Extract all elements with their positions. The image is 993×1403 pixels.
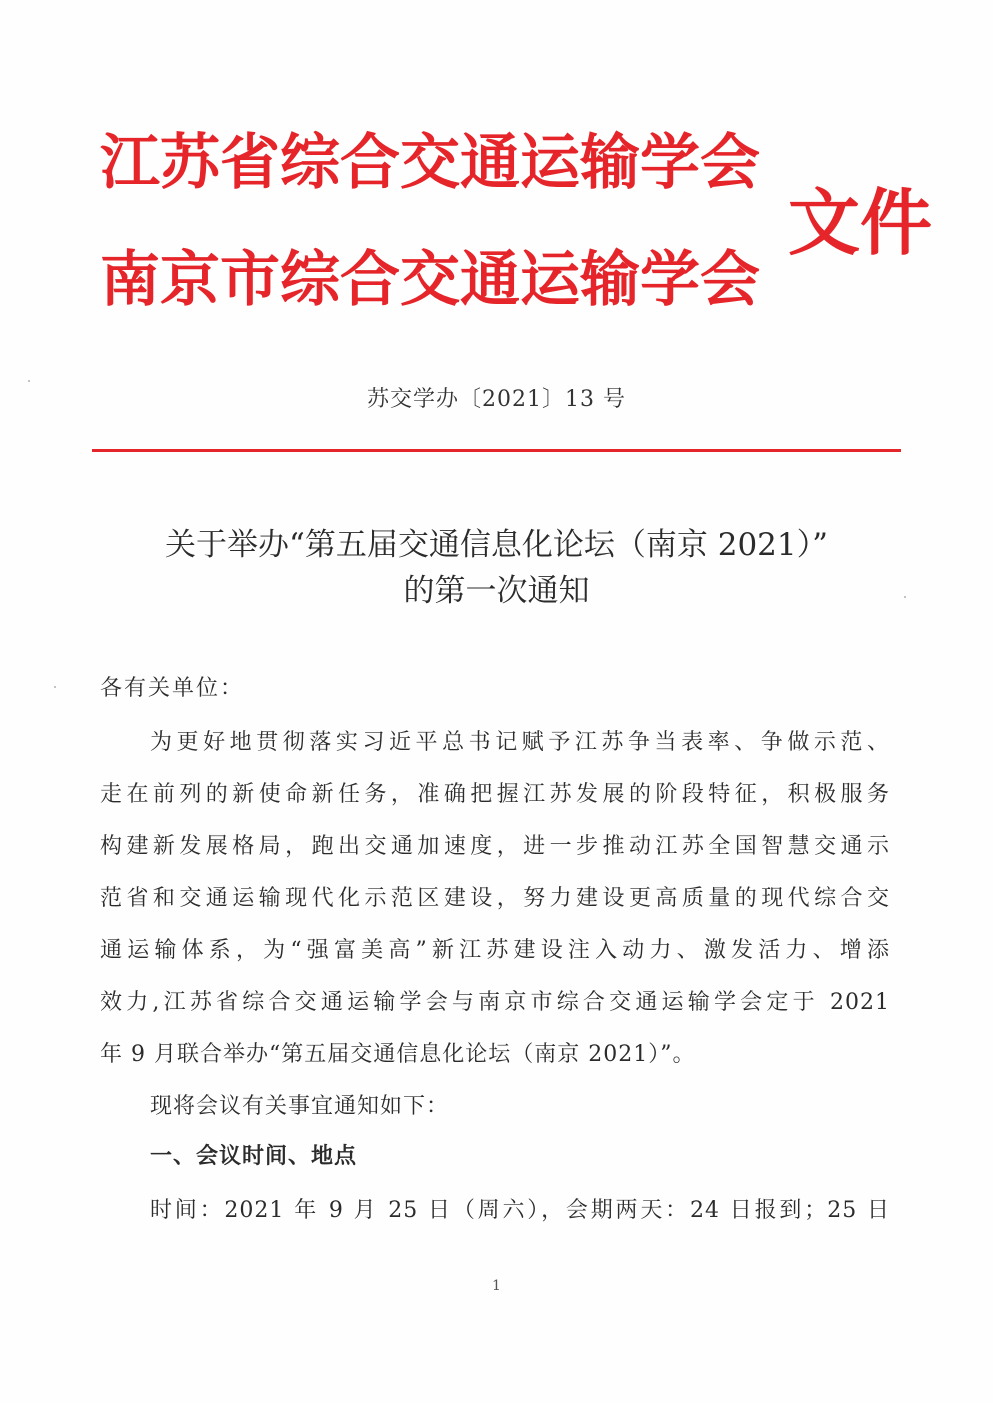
body-line: 为更好地贯彻落实习近平总书记赋予江苏争当表率、争做示范、 [150, 730, 890, 755]
document-title-line-2: 的第一次通知 [403, 573, 590, 609]
letterhead-divider [92, 449, 901, 452]
scan-speck [54, 686, 56, 688]
scan-speck [28, 380, 30, 382]
salutation: 各有关单位： [100, 676, 245, 701]
document-title-line-1: 关于举办“第五届交通信息化论坛（南京 2021）” [165, 527, 828, 563]
body-paragraph-2: 现将会议有关事宜通知如下： [150, 1094, 450, 1119]
body-line: 构建新发展格局，跑出交通加速度，进一步推动江苏全国智慧交通示 [100, 834, 890, 859]
body-line: 通运输体系，为“强富美高”新江苏建设注入动力、激发活力、增添 [100, 938, 890, 963]
letterhead-doc-type: 文件 [788, 180, 933, 265]
body-line: 效力,江苏省综合交通运输学会与南京市综合交通运输学会定于 2021 [100, 990, 890, 1015]
letterhead-org-2: 南京市综合交通运输学会 [100, 245, 760, 315]
body-line: 范省和交通运输现代化示范区建设，努力建设更高质量的现代综合交 [100, 886, 890, 911]
scan-speck [904, 596, 906, 598]
body-line: 年 9 月联合举办“第五届交通信息化论坛（南京 2021）”。 [100, 1042, 696, 1067]
body-line: 走在前列的新使命新任务，准确把握江苏发展的阶段特征，积极服务 [100, 782, 890, 807]
section-1-time-line: 时间：2021 年 9 月 25 日（周六），会期两天：24 日报到；25 日 [150, 1198, 890, 1223]
letterhead-org-1: 江苏省综合交通运输学会 [100, 128, 760, 198]
section-heading-1: 一、会议时间、地点 [150, 1144, 358, 1169]
page-number: 1 [492, 1278, 501, 1294]
document-number: 苏交学办〔2021〕13 号 [367, 387, 626, 412]
